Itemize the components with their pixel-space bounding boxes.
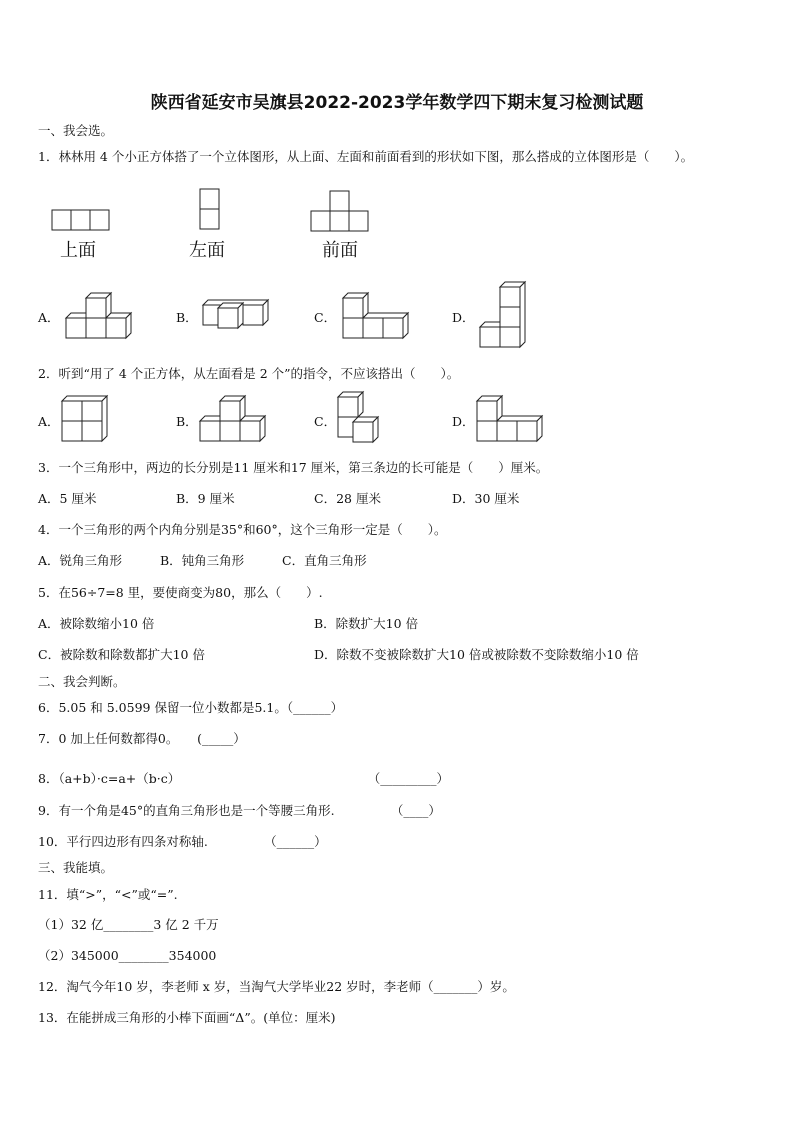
q2-option-a-label[interactable]: A． — [38, 414, 60, 429]
question-6-text: 6．5.05 和 5.0599 保留一位小数都是5.1。（______） — [38, 700, 344, 715]
q3-option-d[interactable]: D．30 厘米 — [452, 491, 520, 506]
q2-option-b-figure — [200, 396, 270, 442]
left-view-figure — [200, 189, 222, 231]
question-7-text: 7．0 加上任何数都得0。 (_____） — [38, 731, 246, 746]
question-4-text: 4．一个三角形的两个内角分别是35°和60°，这个三角形一定是（ ）。 — [38, 522, 447, 537]
front-view-figure — [311, 191, 371, 233]
question-5-text: 5．在56÷7=8 里，要使商变为80，那么（ ）. — [38, 585, 323, 600]
q1-option-d-label[interactable]: D． — [452, 310, 475, 325]
question-8-text: 8．（a+b）·c=a+（b·c） （_________） — [38, 771, 449, 786]
question-9-text: 9．有一个角是45°的直角三角形也是一个等腰三角形. （____） — [38, 803, 441, 818]
page-title: 陕西省延安市吴旗县2022-2023学年数学四下期末复习检测试题 — [150, 93, 644, 113]
view-label-left: 左面 — [189, 240, 225, 261]
q1-option-d-figure — [480, 282, 530, 346]
q1-option-a-label[interactable]: A． — [38, 310, 60, 325]
q4-option-c[interactable]: C．直角三角形 — [282, 553, 367, 568]
question-3-text: 3．一个三角形中，两边的长分别是11 厘米和17 厘米，第三条边的长可能是（ ）厘米。 — [38, 460, 549, 475]
q5-option-c[interactable]: C．被除数和除数都扩大10 倍 — [38, 647, 205, 662]
section-heading-2: 二、我会判断。 — [38, 674, 126, 689]
question-11-part-1: （1）32 亿________3 亿 2 千万 — [38, 917, 219, 932]
section-heading-1: 一、我会选。 — [38, 123, 114, 138]
q1-option-b-figure — [203, 300, 273, 330]
top-view-figure — [52, 210, 112, 232]
q2-option-a-figure — [62, 396, 112, 442]
q1-option-b-label[interactable]: B． — [176, 310, 198, 325]
q1-option-a-figure — [66, 293, 136, 339]
q4-option-b[interactable]: B．钝角三角形 — [160, 553, 245, 568]
q3-option-b[interactable]: B．9 厘米 — [176, 491, 235, 506]
q3-option-a[interactable]: A．5 厘米 — [38, 491, 97, 506]
q5-option-a[interactable]: A．被除数缩小10 倍 — [38, 616, 155, 631]
view-label-front: 前面 — [322, 240, 358, 261]
q4-option-a[interactable]: A．锐角三角形 — [38, 553, 123, 568]
q1-option-c-figure — [343, 293, 413, 339]
question-1-text: 1．林林用 4 个小正方体搭了一个立体图形，从上面、左面和前面看到的形状如下图，那么搭成的立体图形是（ ）。 — [38, 149, 694, 164]
question-2-text: 2．听到“用了 4 个正方体，从左面看是 2 个”的指令，不应该搭出（ ）。 — [38, 366, 460, 381]
q5-option-b[interactable]: B．除数扩大10 倍 — [314, 616, 419, 631]
question-11-text: 11．填“>”，“<”或“=”. — [38, 887, 178, 902]
q5-option-d[interactable]: D．除数不变被除数扩大10 倍或被除数不变除数缩小10 倍 — [314, 647, 639, 662]
question-10-text: 10．平行四边形有四条对称轴. （______） — [38, 834, 327, 849]
q2-option-d-figure — [477, 396, 547, 442]
q2-option-c-figure — [338, 392, 388, 442]
q2-option-b-label[interactable]: B． — [176, 414, 198, 429]
q2-option-c-label[interactable]: C． — [314, 414, 337, 429]
question-12-text: 12．淘气今年10 岁，李老师 x 岁，当淘气大学毕业22 岁时，李老师（_______）岁。 — [38, 979, 515, 994]
view-label-top: 上面 — [60, 240, 96, 261]
question-11-part-2: （2）345000________354000 — [38, 948, 217, 963]
q3-option-c[interactable]: C．28 厘米 — [314, 491, 381, 506]
q2-option-d-label[interactable]: D． — [452, 414, 475, 429]
section-heading-3: 三、我能填。 — [38, 860, 114, 875]
question-13-text: 13．在能拼成三角形的小棒下面画“Δ”。(单位：厘米) — [38, 1010, 336, 1025]
q1-option-c-label[interactable]: C． — [314, 310, 337, 325]
